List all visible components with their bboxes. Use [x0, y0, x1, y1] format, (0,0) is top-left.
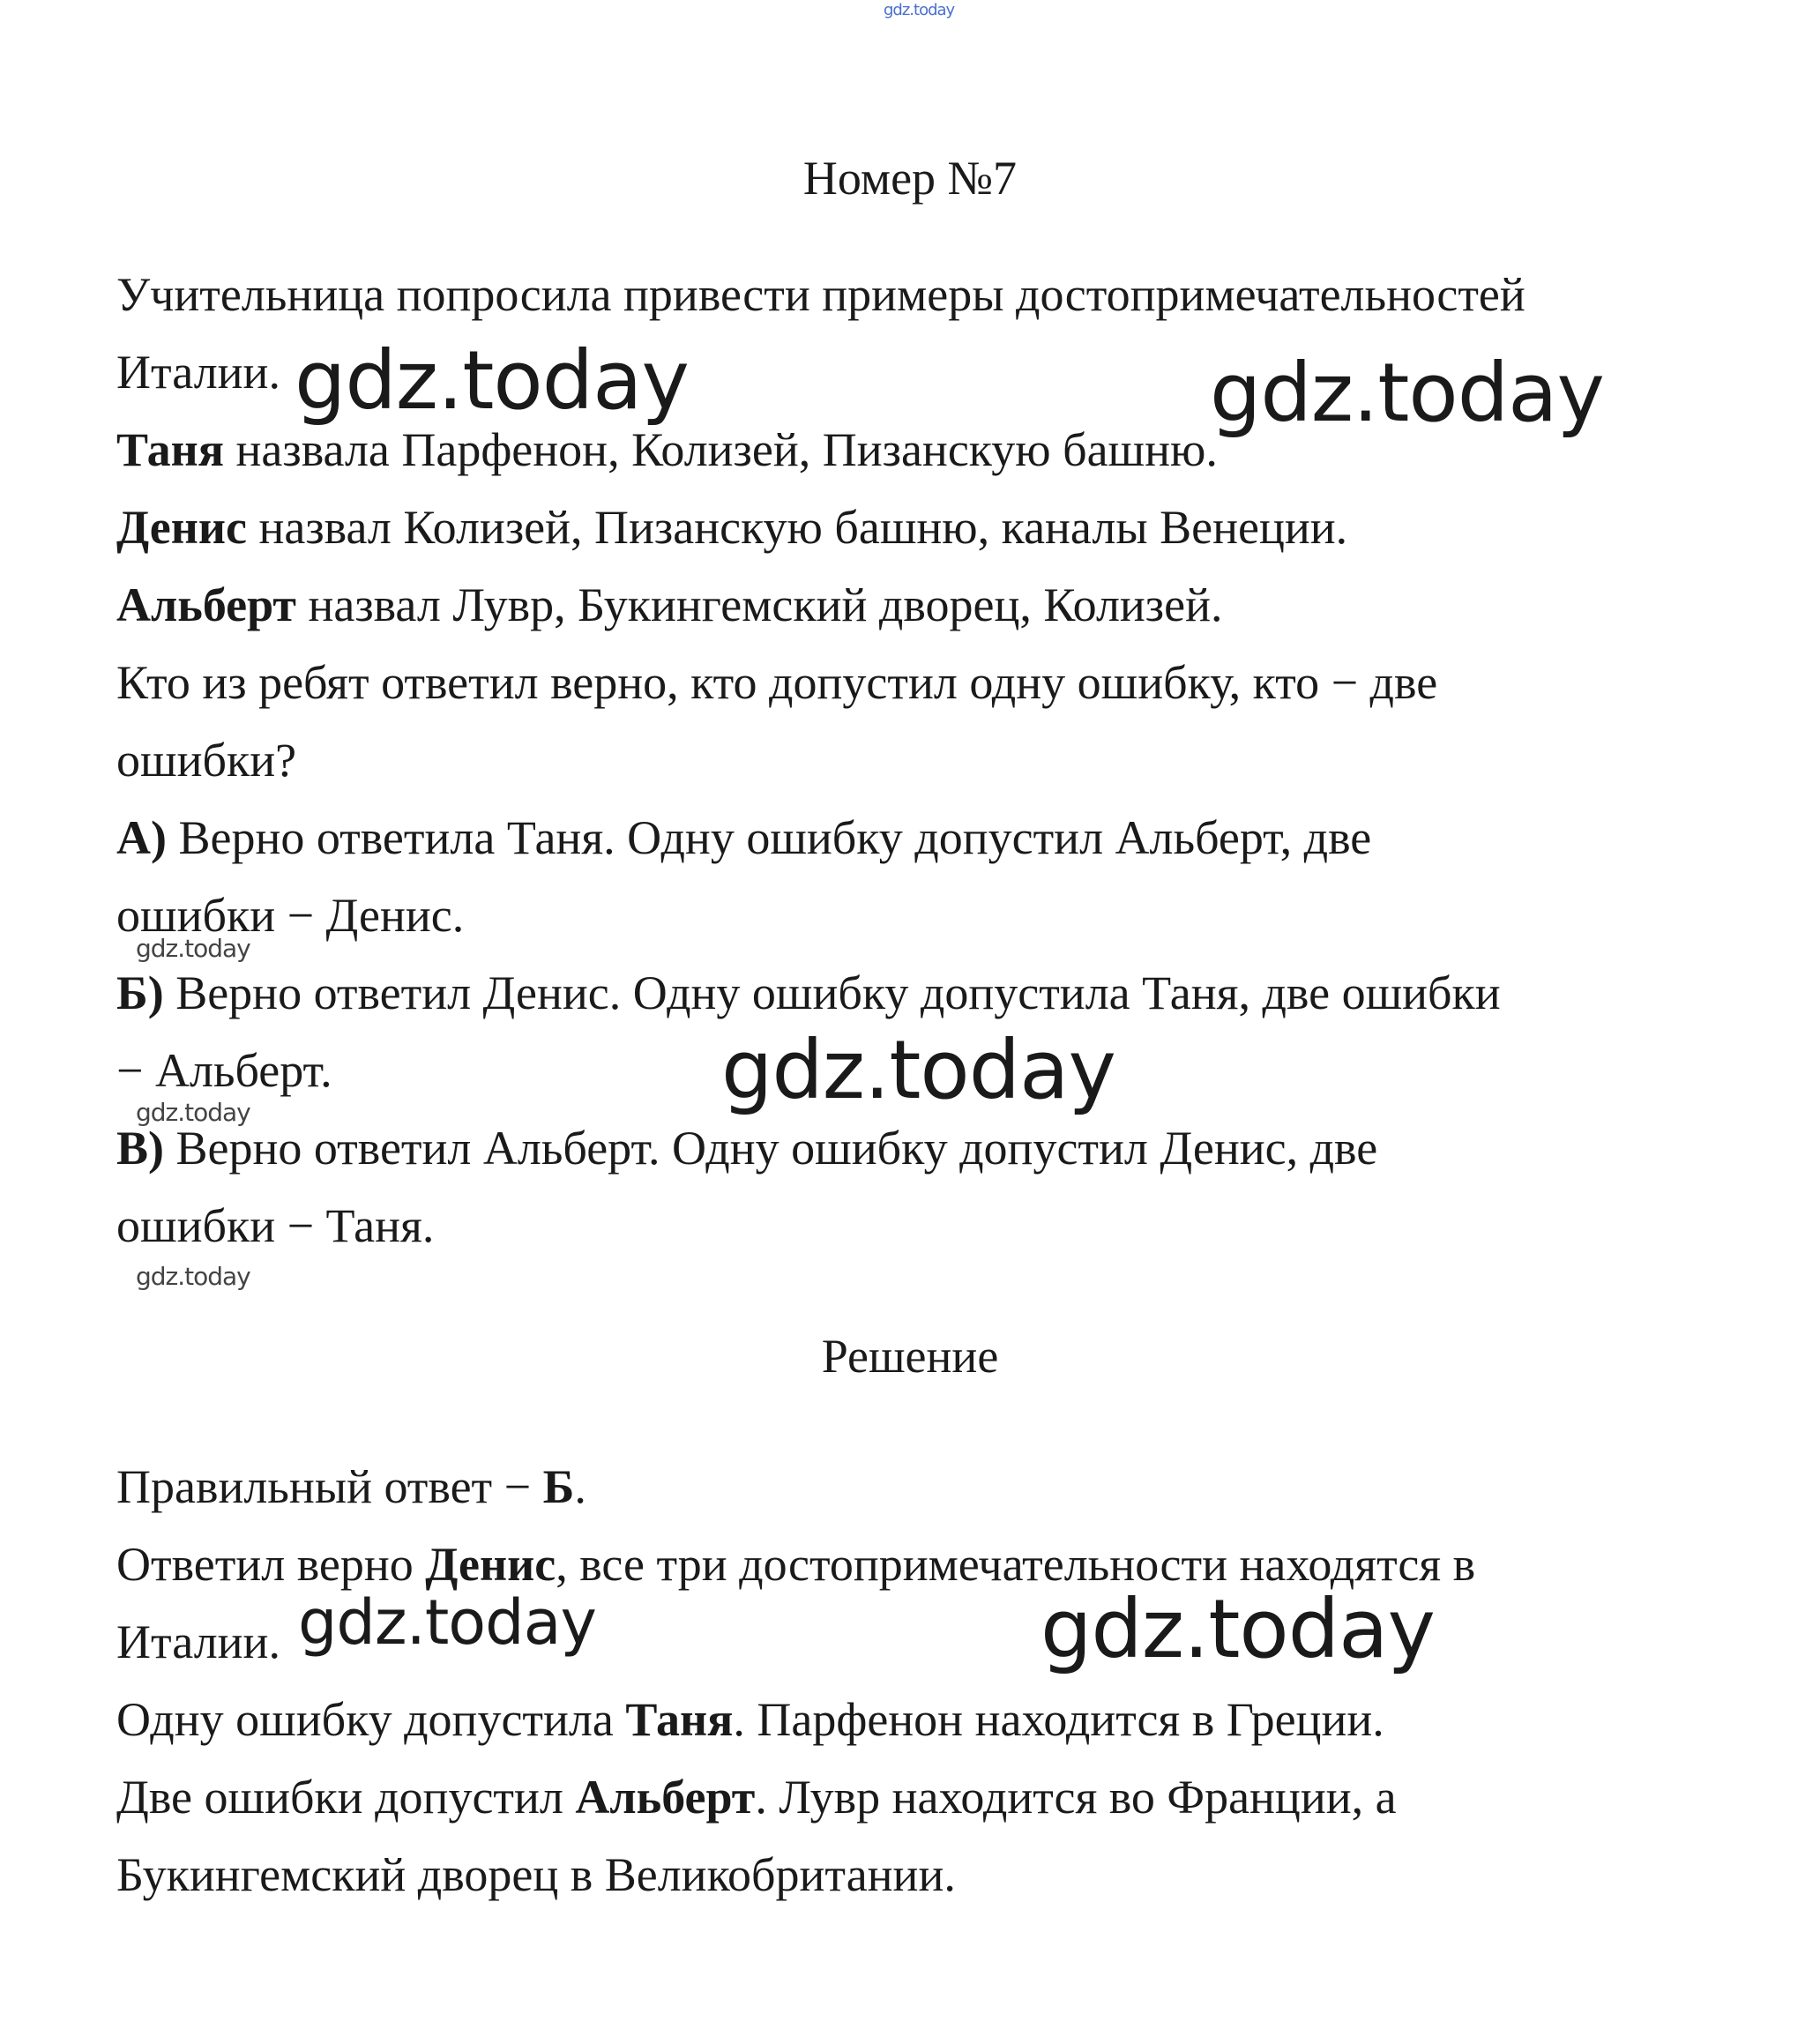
- solution-denis-line2: Италии.: [116, 1615, 280, 1668]
- answer-suffix: .: [574, 1460, 586, 1513]
- option-b-line1: [116, 965, 1501, 1021]
- question-intro-line2: Италии.: [116, 346, 280, 399]
- solution-albert-name: Альберт: [575, 1771, 756, 1824]
- watermark-4: gdz.today: [721, 1023, 1115, 1117]
- watermark-3: gdz.today: [136, 934, 250, 963]
- albert-named: [116, 577, 1223, 633]
- option-b-text: Верно ответил Денис. Одну ошибку допустила Таня, две ошибки: [163, 966, 1501, 1019]
- tanya-name: Таня: [116, 423, 225, 476]
- question-ask-line1: Кто из ребят ответил верно, кто допустил одну ошибку, кто − две: [116, 656, 1438, 709]
- watermark-top: gdz.today: [884, 1, 955, 19]
- solution-albert-suffix: . Лувр находится во Франции, а: [755, 1771, 1397, 1824]
- solution-tanya-prefix: Одну ошибку допустила: [116, 1693, 626, 1746]
- watermark-1: gdz.today: [295, 333, 689, 428]
- option-b-label: Б): [116, 966, 164, 1019]
- watermark-5: gdz.today: [136, 1098, 250, 1127]
- denis-list: назвал Колизей, Пизанскую башню, каналы Венеции.: [246, 501, 1348, 554]
- solution-tanya-name: Таня: [625, 1693, 734, 1746]
- solution-tanya-suffix: . Парфенон находится в Греции.: [733, 1693, 1384, 1746]
- question-intro-line1: Учительница попросила привести примеры достопримечательностей: [116, 268, 1525, 321]
- solution-denis-prefix: Ответил верно: [116, 1538, 426, 1591]
- albert-name: Альберт: [116, 578, 296, 631]
- solution-tanya: [116, 1691, 1384, 1748]
- solution-answer: [116, 1458, 586, 1515]
- solution-albert-line2: Букингемский дворец в Великобритании.: [116, 1848, 956, 1901]
- option-a-text: Верно ответила Таня. Одну ошибку допустил Альберт, две: [166, 811, 1372, 864]
- watermark-7: gdz.today: [298, 1586, 596, 1659]
- answer-prefix: Правильный ответ −: [116, 1460, 543, 1513]
- solution-albert-prefix: Две ошибки допустил: [116, 1771, 576, 1824]
- solution-heading: Решение: [821, 1330, 999, 1383]
- option-c-text: Верно ответил Альберт. Одну ошибку допустил Денис, две: [164, 1122, 1378, 1175]
- tanya-named: [116, 421, 1218, 478]
- option-a-label: А): [116, 811, 167, 864]
- watermark-8: gdz.today: [1041, 1582, 1435, 1676]
- option-a-line2: ошибки − Денис.: [116, 889, 465, 942]
- option-c-line2: ошибки − Таня.: [116, 1199, 435, 1252]
- option-c-label: В): [116, 1122, 164, 1175]
- answer-value: Б: [542, 1460, 575, 1513]
- denis-named: [116, 499, 1347, 556]
- albert-list: назвал Лувр, Букингемский дворец, Колизей.: [295, 578, 1223, 631]
- solution-denis-name: Денис: [425, 1538, 556, 1591]
- option-a-line1: [116, 809, 1371, 866]
- solution-denis-suffix: , все три достопримечательности находятся в: [556, 1538, 1476, 1591]
- question-ask-line2: ошибки?: [116, 734, 297, 787]
- option-b-line2: − Альберт.: [116, 1044, 332, 1097]
- tanya-list: назвала Парфенон, Колизей, Пизанскую башню.: [224, 423, 1218, 476]
- denis-name: Денис: [116, 501, 247, 554]
- watermark-6: gdz.today: [136, 1262, 250, 1291]
- page-title: Номер №7: [802, 152, 1018, 205]
- solution-albert-line1: [116, 1769, 1397, 1825]
- option-c-line1: [116, 1120, 1377, 1176]
- watermark-2: gdz.today: [1210, 346, 1604, 440]
